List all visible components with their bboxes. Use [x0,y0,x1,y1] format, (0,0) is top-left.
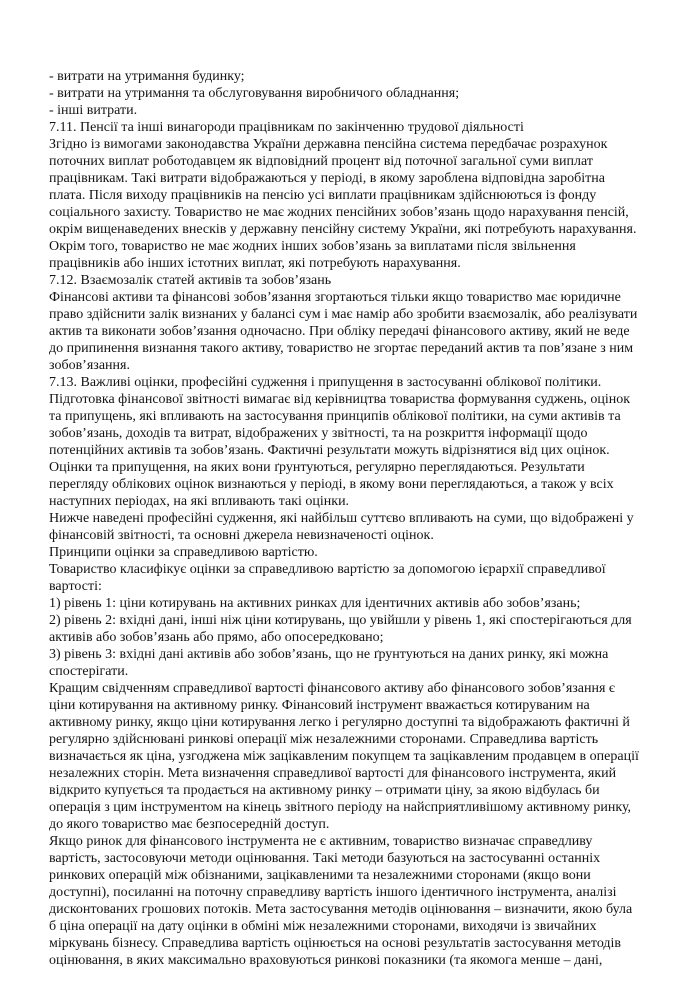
text-line: потенційних активів та зобов’язань. Фактичні результати можуть відрізнятися від цих оцінок. [49,443,610,458]
text-line: вартості: [49,579,102,594]
text-line: плата. Після виходу працівників на пенсію усі виплати працівникам здійснюються із фонду [49,188,597,203]
section-heading: 7.13. Важливі оцінки, професійні судження і припущення в застосуванні облікової політики. [49,375,602,390]
list-item: 1) рівень 1: ціни котирувань на активних ринках для ідентичних активів або зобов’язань; [49,596,581,611]
text-line: окрім вищенаведених внесків у державну пенсійну систему України, які потребують нарахування. [49,222,637,237]
text-line: зобов’язань, доходів та витрат, відображених у звітності, та на розкриття інформації щодо [49,426,588,441]
text-line: оцінювання, в яких максимально враховуються ринкові показники (та якомога менше – дані, [49,953,603,968]
text-line: активному ринку, якщо ціни котирування легко і регулярно доступні та відображають фактичні й [49,715,630,730]
text-line: до якого товариство має безпосередній доступ. [49,817,330,832]
text-line: Оцінки та припущення, на яких вони ґрунтуються, регулярно переглядаються. Результати [49,460,585,475]
list-item: 3) рівень 3: вхідні дані активів або зобов’язань, що не ґрунтуються на даних ринку, які можна [49,647,609,662]
text-line: б ціна операції на дату оцінки в обміні між незалежними сторонами, виходячи із звичайних [49,919,597,934]
text-line: право здійснити залік визнаних у балансі сум і має намір або зробити взаємозалік, або реалізувати [49,307,638,322]
text-line: спостерігати. [49,664,129,679]
text-line: перегляду облікових оцінок визнаються у періоді, в якому вони переглядаються, а також у всіх [49,477,614,492]
text-line: Фінансові активи та фінансові зобов’язання згортаються тільки якщо товариство має юридичне [49,290,621,305]
text-line: та припущень, які впливають на застосування принципів облікової політики, на суми активів та [49,409,621,424]
text-line: міркувань бізнесу. Справедлива вартість оцінюється на основі результатів застосування методів [49,936,622,951]
list-item: 2) рівень 2: вхідні дані, інші ніж ціни котирувань, що увійшли у рівень 1, які спостерігаються для [49,613,632,628]
subheading: Принципи оцінки за справедливою вартістю. [49,545,318,560]
text-line: - витрати на утримання будинку; [49,69,245,84]
text-line: фінансовій звітності, та основні джерела невизначеності оцінок. [49,528,434,543]
text-line: операція з цим інструментом на кінець звітного періоду на найсприятливішому активному ринку, [49,800,632,815]
text-line: Окрім того, товариство не має жодних інших зобов’язань за виплатами після звільнення [49,239,576,254]
section-heading: 7.12. Взаємозалік статей активів та зобов’язань [49,273,332,288]
text-line: до припинення визнання такого активу, товариство не згортає переданий актив та пов’язане з ним [49,341,634,356]
text-line: - витрати на утримання та обслуговування виробничого обладнання; [49,86,460,101]
text-line: дисконтованих грошових потоків. Мета застосування методів оцінювання – визначити, якою була [49,902,633,917]
text-line: регулярно здійснювані ринкові операції між незалежними сторонами. Справедлива вартість [49,732,599,747]
text-line: ціни котирування на активному ринку. Фінансовий інструмент вважається котируваним на [49,698,590,713]
text-line: доступні), посиланні на поточну справедливу вартість іншого ідентичного інструмента, аналізі [49,885,617,900]
section-heading: 7.11. Пенсії та інші винагороди працівникам по закінченню трудової діяльності [49,120,524,135]
text-line: соціального захисту. Товариство не має жодних пенсійних зобов’язань щодо нарахування пенсій, [49,205,629,220]
text-line: ринкових операцій між обізнаними, зацікавленими та незалежними сторонами (якщо вони [49,868,591,883]
text-line: працівникам. Такі витрати відображаються у періоді, в якому зароблена відповідна заробітна [49,171,605,186]
text-line: - інші витрати. [49,103,138,118]
text-line: активів або зобов’язань або прямо, або опосередковано; [49,630,384,645]
text-line: наступних періодах, на які впливають такі оцінки. [49,494,350,509]
text-line: вартість, застосовуючи методи оцінювання. Такі методи базуються на застосуванні останніх [49,851,601,866]
text-line: відкрито купується та продається на активному ринку – отримати ціну, за якою відбулась би [49,783,600,798]
text-line: визначається як ціна, узгоджена між зацікавленим покупцем та зацікавленим продавцем в операції [49,749,639,764]
text-line: працівників або інших істотних виплат, які потребують нарахування. [49,256,461,271]
text-line: Кращим свідченням справедливої вартості фінансового активу або фінансового зобов’язання є [49,681,615,696]
text-line: актив та виконати зобов’язання одночасно. При обліку передачі фінансового активу, який не веде [49,324,630,339]
text-line: поточних виплат роботодавцем як відповідний процент від поточної загальної суми виплат [49,154,593,169]
text-line: незалежних сторін. Мета визначення справедливої вартості для фінансового інструмента, який [49,766,617,781]
text-line: Товариство класифікує оцінки за справедливою вартістю за допомогою ієрархії справедливої [49,562,606,577]
text-line: Підготовка фінансової звітності вимагає від керівництва товариства формування суджень, оцінок [49,392,631,407]
text-line: Нижче наведені професійні судження, які найбільш суттєво впливають на суми, що відображені у [49,511,634,526]
text-line: зобов’язання. [49,358,130,373]
text-line: Згідно із вимогами законодавства України державна пенсійна система передбачає розрахунок [49,137,608,152]
text-line: Якщо ринок для фінансового інструмента не є активним, товариство визначає справедливу [49,834,593,849]
